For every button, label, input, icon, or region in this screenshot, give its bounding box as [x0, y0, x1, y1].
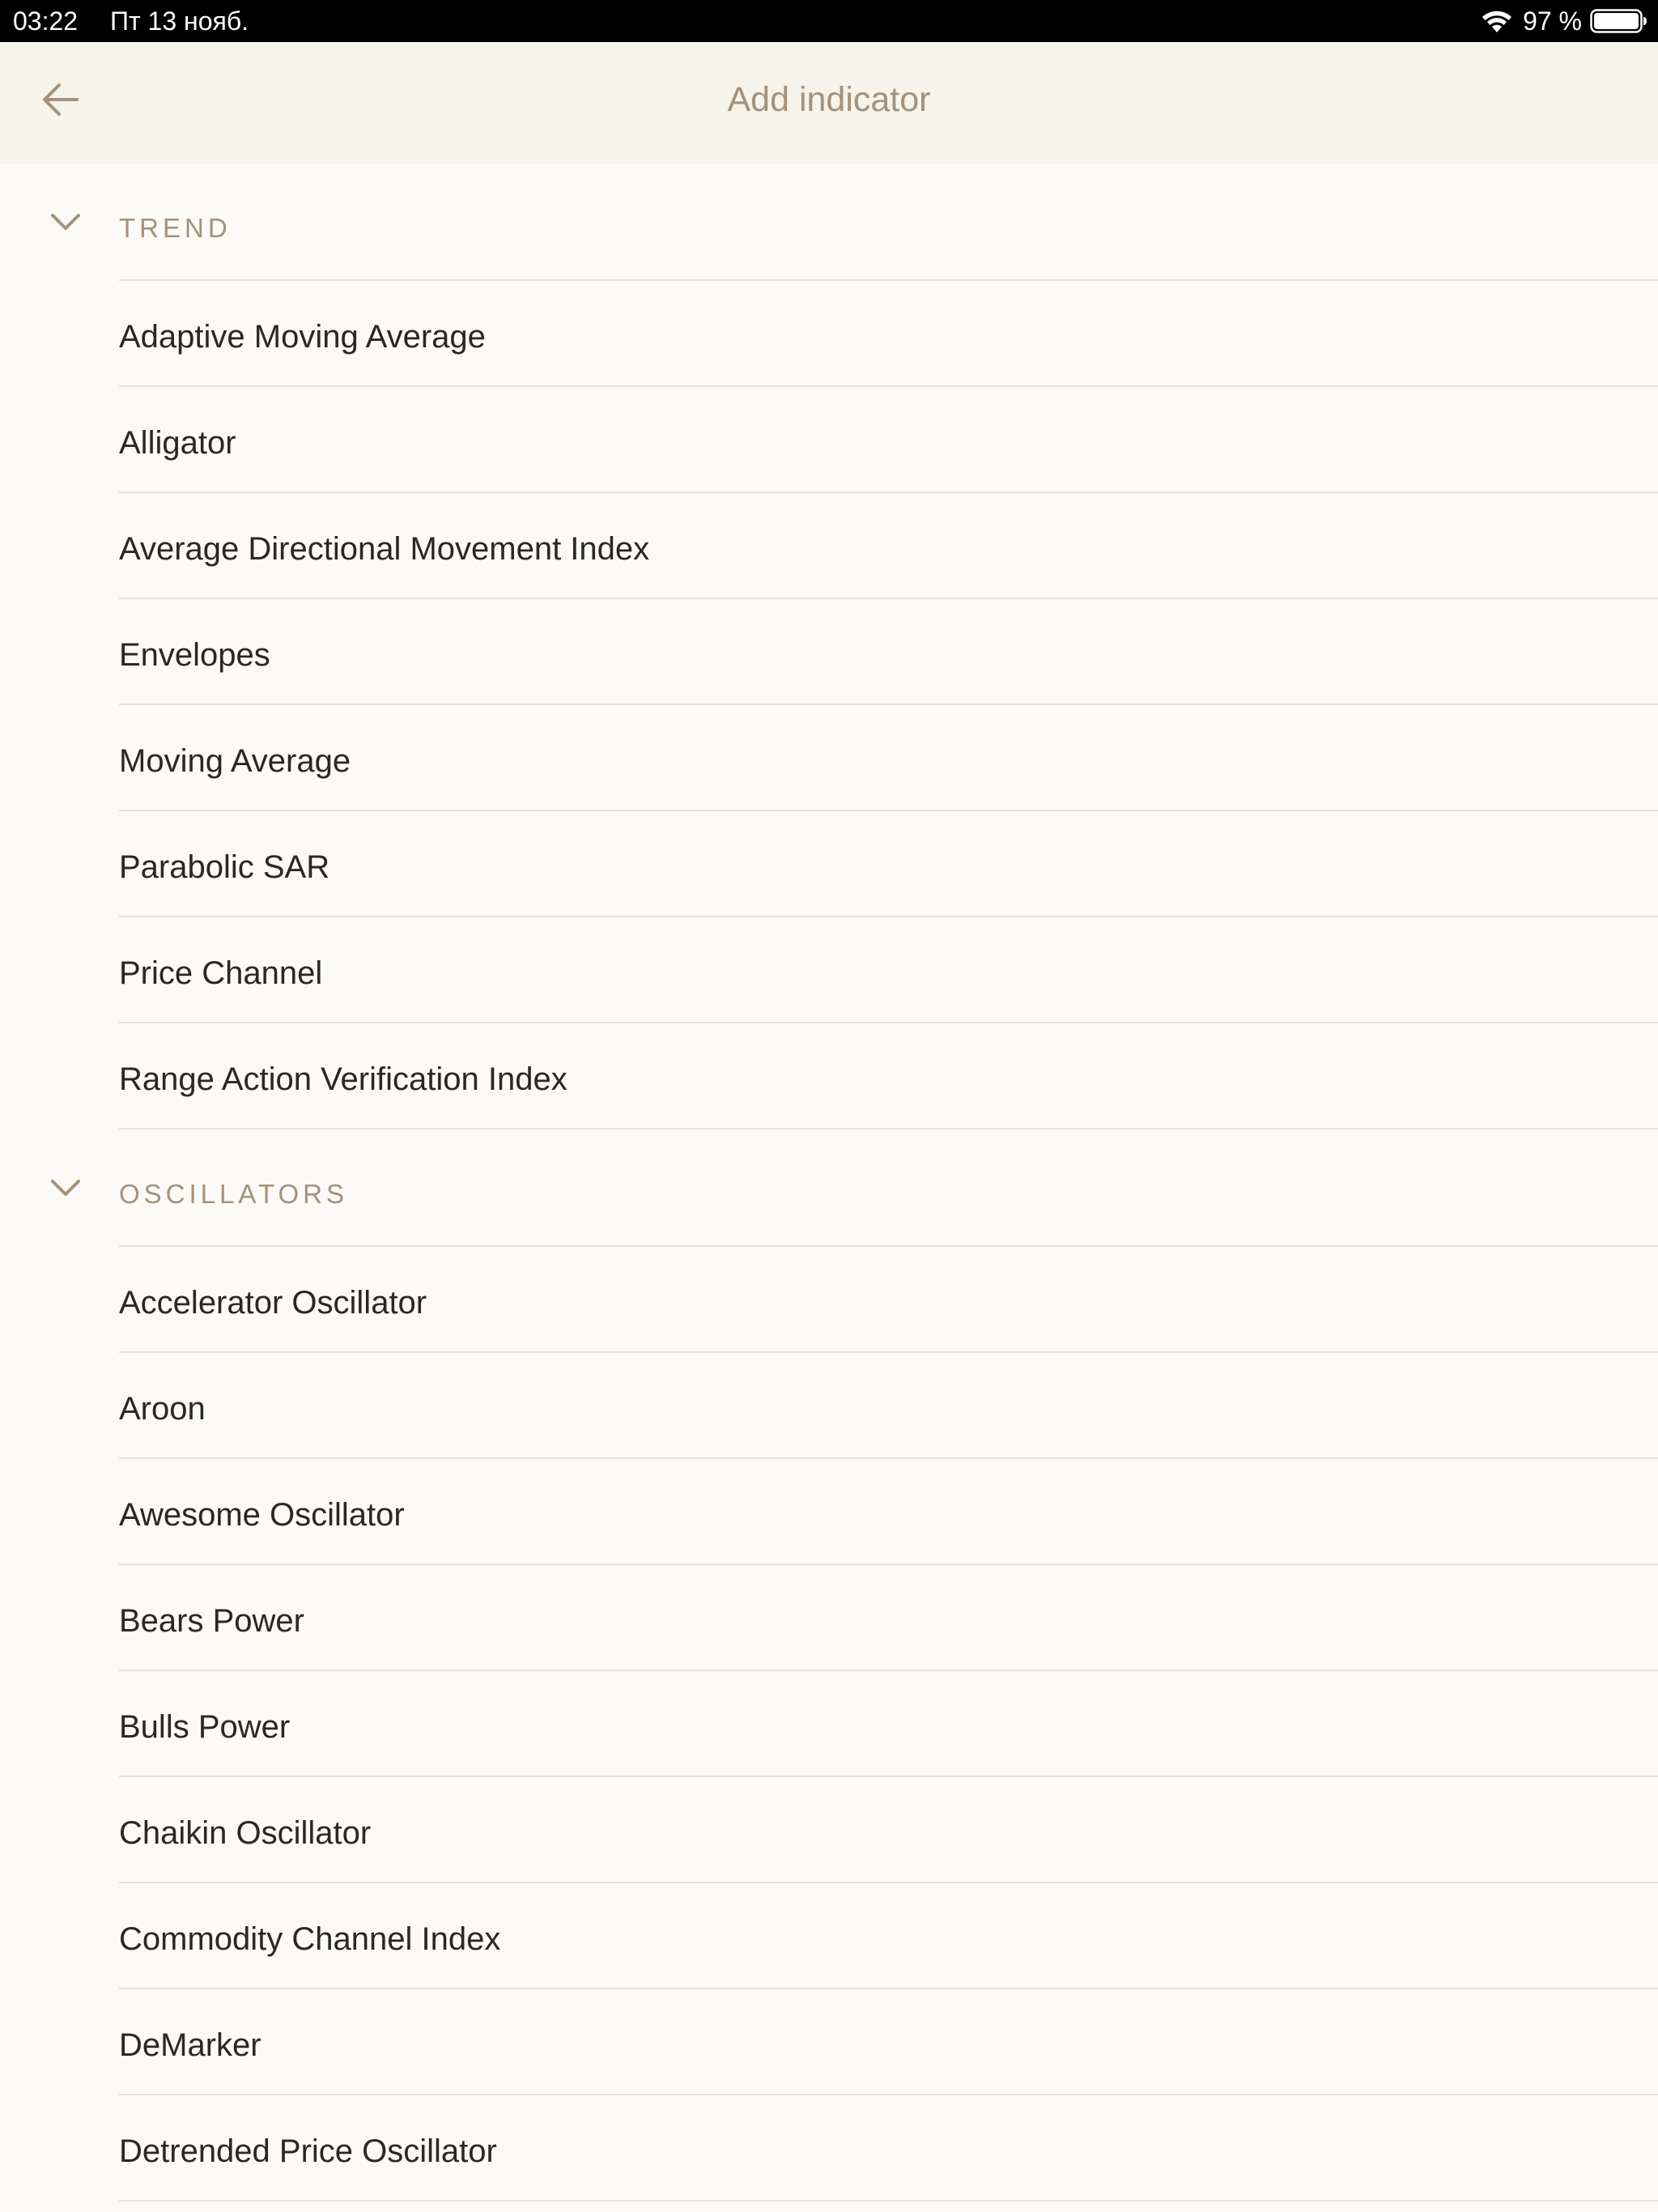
list-item-label: Awesome Oscillator — [119, 1497, 405, 1533]
list-item-label: Price Channel — [119, 955, 323, 991]
list-item-accelerator-oscillator[interactable] — [0, 1247, 1658, 1353]
page-title: Add indicator — [727, 80, 931, 119]
status-time: 03:22 — [13, 6, 79, 36]
list-item-label: Aroon — [119, 1391, 206, 1427]
list-item-label: Envelopes — [119, 637, 270, 673]
list-item-label: Detrended Price Oscillator — [119, 2133, 497, 2169]
back-button[interactable] — [36, 74, 86, 125]
list-item-average-directional-movement-index[interactable] — [0, 493, 1658, 599]
divider — [119, 2200, 1658, 2201]
list-item-label: Accelerator Oscillator — [119, 1285, 427, 1321]
status-indicators — [1481, 5, 1648, 37]
chevron-down-icon — [50, 1178, 81, 1197]
list-item-bulls-power[interactable] — [0, 1671, 1658, 1777]
list-item-adaptive-moving-average[interactable] — [0, 281, 1658, 387]
list-item-alligator[interactable] — [0, 387, 1658, 493]
list-item-moving-average[interactable] — [0, 705, 1658, 811]
list-item-awesome-oscillator[interactable] — [0, 1459, 1658, 1565]
wifi-icon — [1481, 8, 1513, 34]
list-item-aroon[interactable] — [0, 1353, 1658, 1459]
section-header-trend[interactable] — [0, 164, 1658, 281]
arrow-left-icon — [41, 82, 80, 117]
list-item-label: Average Directional Movement Index — [119, 531, 650, 567]
list-item-label: Commodity Channel Index — [119, 1921, 501, 1957]
list-item-envelopes[interactable] — [0, 599, 1658, 705]
status-bar — [0, 0, 1658, 42]
list-item-bears-power[interactable] — [0, 1565, 1658, 1671]
indicator-list — [0, 164, 1658, 2201]
list-item-label: Parabolic SAR — [119, 849, 330, 885]
list-item-label: Bears Power — [119, 1603, 304, 1639]
list-item-chaikin-oscillator[interactable] — [0, 1777, 1658, 1883]
list-item-commodity-channel-index[interactable] — [0, 1883, 1658, 1989]
list-item-price-channel[interactable] — [0, 917, 1658, 1023]
battery-percentage: 97 % — [1523, 6, 1582, 36]
list-item-label: DeMarker — [119, 2027, 261, 2063]
list-item-detrended-price-oscillator[interactable] — [0, 2095, 1658, 2201]
list-item-label: Alligator — [119, 425, 236, 461]
list-item-label: Chaikin Oscillator — [119, 1815, 372, 1851]
chevron-down-icon — [50, 212, 81, 232]
list-item-label: Moving Average — [119, 743, 351, 779]
navigation-bar — [0, 42, 1658, 164]
section-title: TREND — [119, 213, 232, 243]
battery-icon — [1590, 7, 1648, 35]
list-item-label: Adaptive Moving Average — [119, 319, 486, 355]
section-header-oscillators[interactable] — [0, 1129, 1658, 1247]
list-item-label: Range Action Verification Index — [119, 1061, 568, 1097]
status-date: Пт 13 нояб. — [110, 6, 249, 36]
section-title: OSCILLATORS — [119, 1179, 349, 1209]
list-item-label: Bulls Power — [119, 1709, 291, 1745]
list-item-parabolic-sar[interactable] — [0, 811, 1658, 917]
list-item-range-action-verification-index[interactable] — [0, 1023, 1658, 1129]
list-item-demarker[interactable] — [0, 1989, 1658, 2095]
